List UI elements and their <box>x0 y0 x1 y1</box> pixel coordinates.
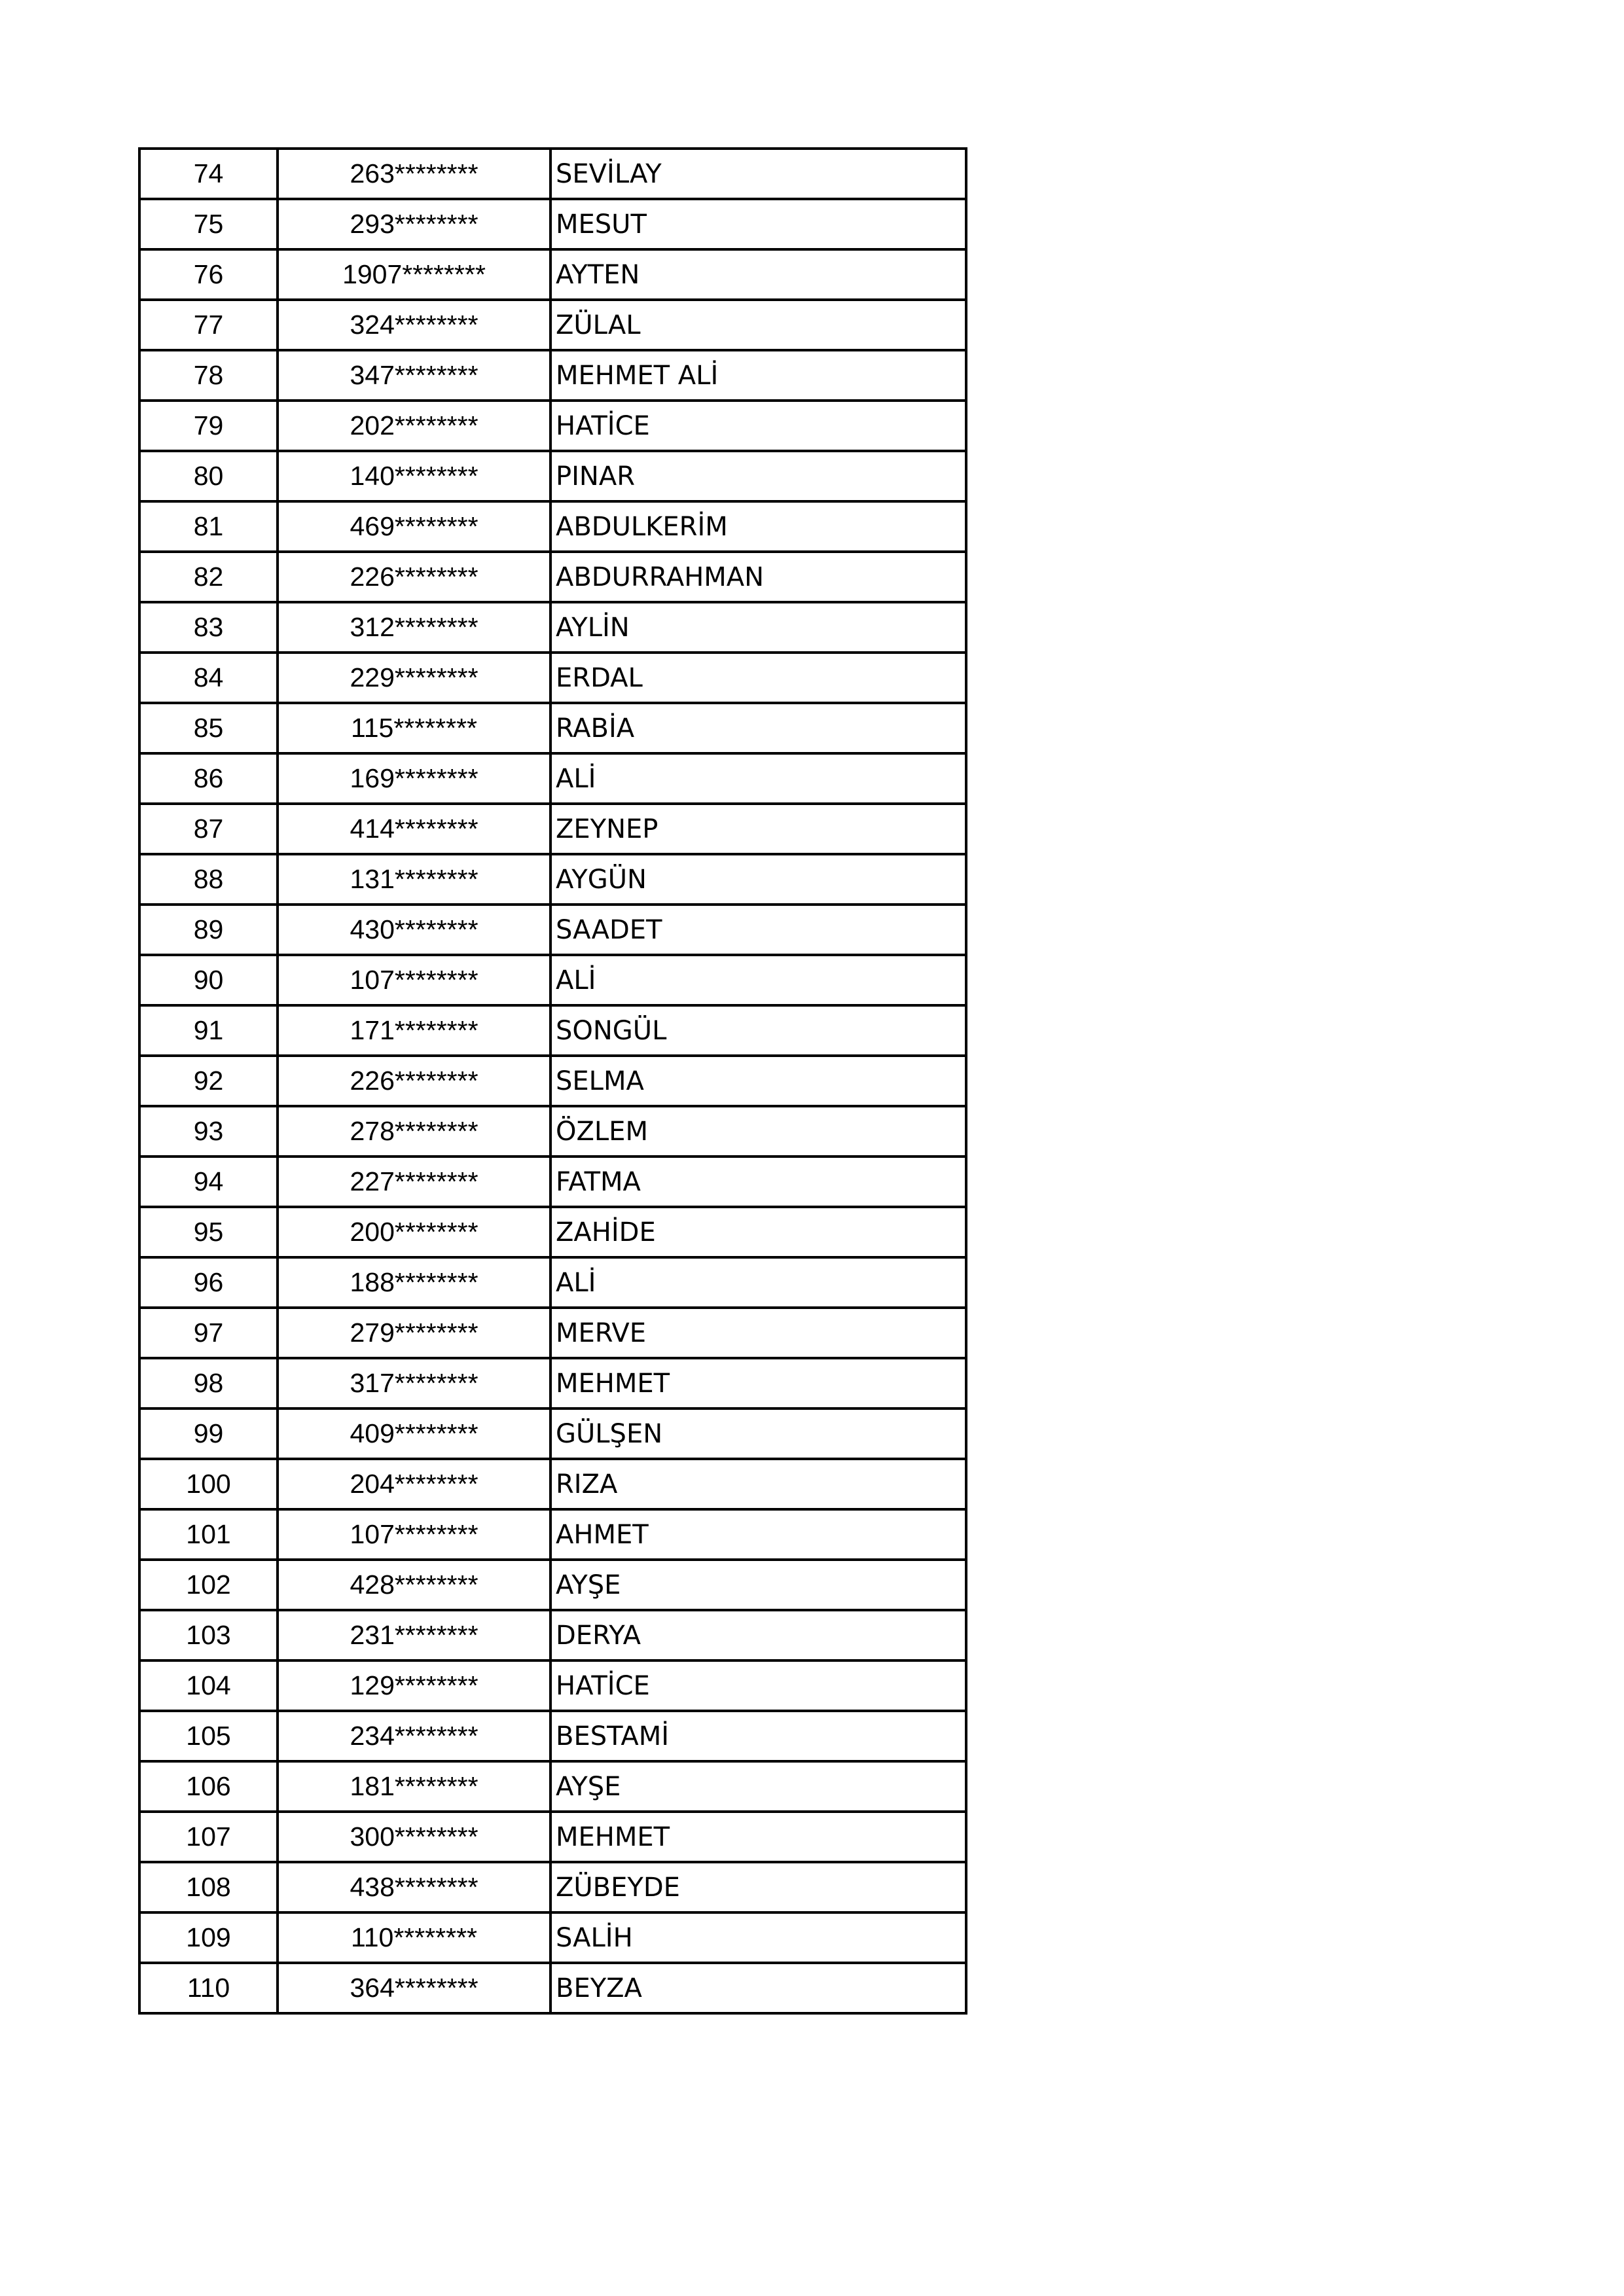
table-row <box>139 1408 966 1459</box>
masked-id-cell: 1907******** <box>278 249 550 300</box>
row-number-cell: 110 <box>139 1963 278 2013</box>
masked-id-cell: 204******** <box>278 1459 550 1509</box>
table-row <box>139 1459 966 1509</box>
masked-id-cell: 279******** <box>278 1308 550 1358</box>
masked-id-cell: 312******** <box>278 602 550 653</box>
row-number-cell: 83 <box>139 602 278 653</box>
name-cell: ALİ <box>550 1257 966 1308</box>
table-row <box>139 1358 966 1408</box>
name-cell: HATİCE <box>550 1660 966 1711</box>
name-cell: ZAHİDE <box>550 1207 966 1257</box>
table-row <box>139 955 966 1005</box>
row-number-cell: 105 <box>139 1711 278 1761</box>
name-cell: AHMET <box>550 1509 966 1560</box>
row-number-cell: 102 <box>139 1560 278 1610</box>
name-cell: ERDAL <box>550 653 966 703</box>
masked-id-cell: 409******** <box>278 1408 550 1459</box>
masked-id-cell: 131******** <box>278 854 550 905</box>
masked-id-cell: 200******** <box>278 1207 550 1257</box>
masked-id-cell: 317******** <box>278 1358 550 1408</box>
name-cell: SAADET <box>550 905 966 955</box>
row-number-cell: 79 <box>139 401 278 451</box>
table-row <box>139 249 966 300</box>
masked-id-cell: 171******** <box>278 1005 550 1056</box>
masked-id-cell: 140******** <box>278 451 550 501</box>
masked-id-cell: 469******** <box>278 501 550 552</box>
table-row <box>139 1056 966 1106</box>
row-number-cell: 101 <box>139 1509 278 1560</box>
row-number-cell: 81 <box>139 501 278 552</box>
masked-id-cell: 364******** <box>278 1963 550 2013</box>
row-number-cell: 88 <box>139 854 278 905</box>
table-row <box>139 602 966 653</box>
name-cell: AYŞE <box>550 1560 966 1610</box>
row-number-cell: 107 <box>139 1812 278 1862</box>
name-cell: AYŞE <box>550 1761 966 1812</box>
name-cell: MEHMET <box>550 1358 966 1408</box>
row-number-cell: 80 <box>139 451 278 501</box>
name-cell: ZEYNEP <box>550 804 966 854</box>
name-cell: ALİ <box>550 753 966 804</box>
masked-id-cell: 188******** <box>278 1257 550 1308</box>
name-cell: SONGÜL <box>550 1005 966 1056</box>
table-row <box>139 1509 966 1560</box>
row-number-cell: 92 <box>139 1056 278 1106</box>
row-number-cell: 82 <box>139 552 278 602</box>
masked-id-cell: 226******** <box>278 1056 550 1106</box>
masked-id-cell: 278******** <box>278 1106 550 1157</box>
row-number-cell: 74 <box>139 149 278 199</box>
table-row <box>139 905 966 955</box>
masked-id-cell: 107******** <box>278 1509 550 1560</box>
name-cell: FATMA <box>550 1157 966 1207</box>
masked-id-cell: 181******** <box>278 1761 550 1812</box>
name-cell: SALİH <box>550 1912 966 1963</box>
masked-id-cell: 107******** <box>278 955 550 1005</box>
table-row <box>139 1912 966 1963</box>
row-number-cell: 86 <box>139 753 278 804</box>
table-row <box>139 1862 966 1912</box>
name-cell: MEHMET <box>550 1812 966 1862</box>
masked-id-cell: 414******** <box>278 804 550 854</box>
table-row <box>139 1560 966 1610</box>
table-row <box>139 552 966 602</box>
table-row <box>139 1711 966 1761</box>
table-body <box>139 149 966 2013</box>
row-number-cell: 77 <box>139 300 278 350</box>
name-cell: BESTAMİ <box>550 1711 966 1761</box>
row-number-cell: 99 <box>139 1408 278 1459</box>
masked-id-cell: 226******** <box>278 552 550 602</box>
name-cell: RIZA <box>550 1459 966 1509</box>
row-number-cell: 85 <box>139 703 278 753</box>
name-cell: MERVE <box>550 1308 966 1358</box>
row-number-cell: 95 <box>139 1207 278 1257</box>
row-number-cell: 100 <box>139 1459 278 1509</box>
row-number-cell: 109 <box>139 1912 278 1963</box>
masked-id-cell: 227******** <box>278 1157 550 1207</box>
table-row <box>139 149 966 199</box>
table-row <box>139 1660 966 1711</box>
row-number-cell: 91 <box>139 1005 278 1056</box>
table-row <box>139 753 966 804</box>
row-number-cell: 87 <box>139 804 278 854</box>
name-cell: RABİA <box>550 703 966 753</box>
name-cell: DERYA <box>550 1610 966 1660</box>
name-cell: MEHMET ALİ <box>550 350 966 401</box>
masked-id-cell: 129******** <box>278 1660 550 1711</box>
name-cell: MESUT <box>550 199 966 249</box>
row-number-cell: 98 <box>139 1358 278 1408</box>
table-row <box>139 1610 966 1660</box>
table-row <box>139 1308 966 1358</box>
table-row <box>139 300 966 350</box>
row-number-cell: 93 <box>139 1106 278 1157</box>
name-cell: AYGÜN <box>550 854 966 905</box>
masked-id-cell: 169******** <box>278 753 550 804</box>
name-cell: GÜLŞEN <box>550 1408 966 1459</box>
masked-id-cell: 229******** <box>278 653 550 703</box>
row-number-cell: 94 <box>139 1157 278 1207</box>
row-number-cell: 84 <box>139 653 278 703</box>
table-row <box>139 1207 966 1257</box>
masked-id-cell: 324******** <box>278 300 550 350</box>
table-row <box>139 804 966 854</box>
table-row <box>139 451 966 501</box>
name-cell: HATİCE <box>550 401 966 451</box>
name-cell: ZÜLAL <box>550 300 966 350</box>
participant-table <box>138 147 967 2015</box>
masked-id-cell: 231******** <box>278 1610 550 1660</box>
table-row <box>139 350 966 401</box>
masked-id-cell: 110******** <box>278 1912 550 1963</box>
masked-id-cell: 438******** <box>278 1862 550 1912</box>
table-row <box>139 854 966 905</box>
row-number-cell: 96 <box>139 1257 278 1308</box>
table-row <box>139 1963 966 2013</box>
masked-id-cell: 234******** <box>278 1711 550 1761</box>
table-row <box>139 1257 966 1308</box>
masked-id-cell: 430******** <box>278 905 550 955</box>
name-cell: BEYZA <box>550 1963 966 2013</box>
table-row <box>139 1005 966 1056</box>
masked-id-cell: 202******** <box>278 401 550 451</box>
name-cell: ABDULKERİM <box>550 501 966 552</box>
masked-id-cell: 300******** <box>278 1812 550 1862</box>
table-row <box>139 1157 966 1207</box>
row-number-cell: 90 <box>139 955 278 1005</box>
masked-id-cell: 347******** <box>278 350 550 401</box>
row-number-cell: 78 <box>139 350 278 401</box>
masked-id-cell: 428******** <box>278 1560 550 1610</box>
table-row <box>139 1812 966 1862</box>
table-row <box>139 1761 966 1812</box>
name-cell: PINAR <box>550 451 966 501</box>
row-number-cell: 106 <box>139 1761 278 1812</box>
name-cell: SEVİLAY <box>550 149 966 199</box>
table-row <box>139 653 966 703</box>
name-cell: ZÜBEYDE <box>550 1862 966 1912</box>
table-row <box>139 501 966 552</box>
name-cell: AYTEN <box>550 249 966 300</box>
row-number-cell: 97 <box>139 1308 278 1358</box>
row-number-cell: 108 <box>139 1862 278 1912</box>
table-row <box>139 1106 966 1157</box>
masked-id-cell: 115******** <box>278 703 550 753</box>
name-cell: ABDURRAHMAN <box>550 552 966 602</box>
row-number-cell: 103 <box>139 1610 278 1660</box>
name-cell: ÖZLEM <box>550 1106 966 1157</box>
table-row <box>139 199 966 249</box>
name-cell: SELMA <box>550 1056 966 1106</box>
row-number-cell: 76 <box>139 249 278 300</box>
name-cell: ALİ <box>550 955 966 1005</box>
name-cell: AYLİN <box>550 602 966 653</box>
row-number-cell: 104 <box>139 1660 278 1711</box>
masked-id-cell: 263******** <box>278 149 550 199</box>
table-row <box>139 401 966 451</box>
row-number-cell: 89 <box>139 905 278 955</box>
table-row <box>139 703 966 753</box>
masked-id-cell: 293******** <box>278 199 550 249</box>
row-number-cell: 75 <box>139 199 278 249</box>
